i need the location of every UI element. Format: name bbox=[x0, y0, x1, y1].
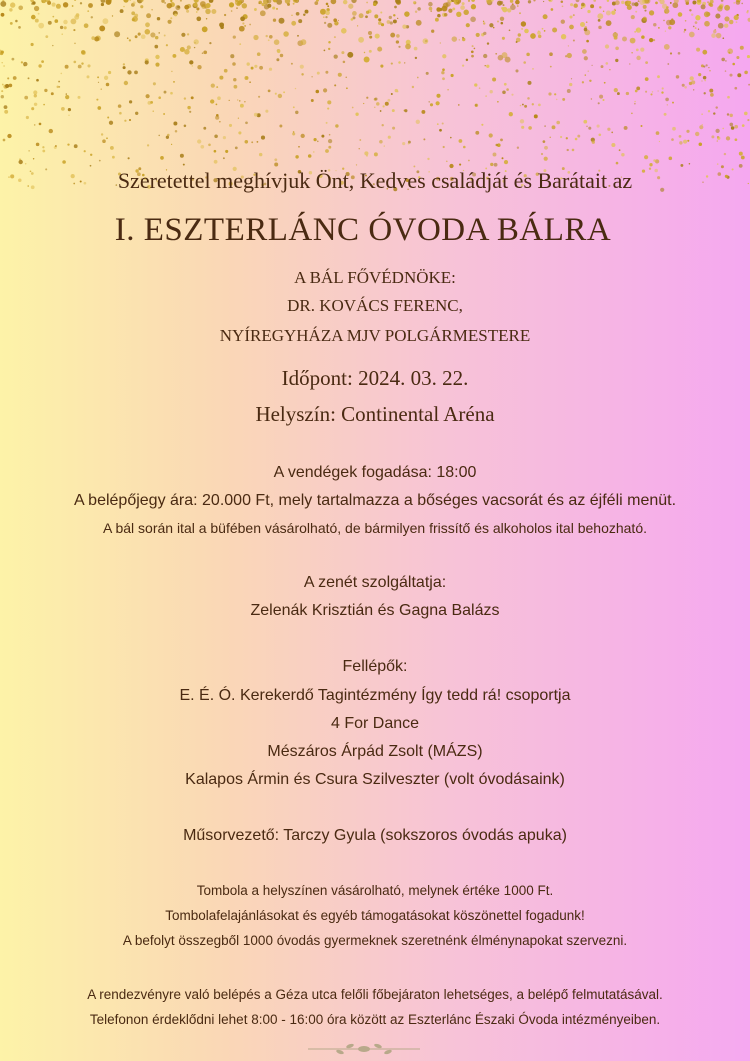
performer-item: Mészáros Árpád Zsolt (MÁZS) bbox=[267, 743, 483, 760]
event-date: Időpont: 2024. 03. 22. bbox=[281, 366, 469, 390]
event-title: I. ESZTERLÁNC ÓVODA BÁLRA bbox=[114, 212, 612, 248]
patron-role: NYÍREGYHÁZA MJV POLGÁRMESTERE bbox=[219, 326, 531, 345]
performer-item: 4 For Dance bbox=[330, 715, 420, 732]
music-label: A zenét szolgáltatja: bbox=[303, 574, 447, 591]
event-venue: Helyszín: Continental Aréna bbox=[255, 402, 495, 426]
raffle-line-1: Tombola a helyszínen vásárolható, melynek értéke 1000 Ft. bbox=[196, 883, 554, 898]
performer-item: Kalapos Ármin és Csura Szilveszter (volt óvodásaink) bbox=[185, 771, 565, 788]
host-line: Műsorvezető: Tarczy Gyula (sokszoros óvodás apuka) bbox=[183, 827, 567, 844]
invitation-line: Szeretettel meghívjuk Önt, Kedves családját és Barátait az bbox=[117, 168, 633, 193]
ticket-price: A belépőjegy ára: 20.000 Ft, mely tartalmazza a bőséges vacsorát és az éjféli menüt. bbox=[73, 492, 677, 509]
patron-label: A BÁL FŐVÉDNÖKE: bbox=[294, 268, 456, 287]
floral-divider-ornament bbox=[304, 1041, 424, 1057]
footer-phone-info: Telefonon érdeklődni lehet 8:00 - 16:00 óra között az Eszterlánc Északi Óvoda intézményeiben. bbox=[89, 1012, 661, 1027]
performer-item: E. É. Ó. Kerekerdő Tagintézmény Így tedd rá! csoportja bbox=[179, 687, 571, 704]
raffle-line-2: Tombolafelajánlásokat és egyéb támogatásokat köszönettel fogadunk! bbox=[165, 908, 585, 923]
drinks-info: A bál során ital a büfében vásárolható, de bármilyen frissítő és alkoholos ital behozható. bbox=[103, 520, 647, 536]
patron-name: DR. KOVÁCS FERENC, bbox=[287, 296, 463, 315]
music-performers: Zelenák Krisztián és Gagna Balázs bbox=[250, 602, 500, 619]
raffle-line-3: A befolyt összegből 1000 óvodás gyermeknek szeretnénk élménynapokat szervezni. bbox=[122, 933, 628, 948]
footer-entry-info: A rendezvényre való belépés a Géza utca felőli főbejáraton lehetséges, a belépő felmutatásával. bbox=[87, 987, 663, 1002]
performers-label: Fellépők: bbox=[342, 658, 408, 675]
reception-time: A vendégek fogadása: 18:00 bbox=[273, 464, 477, 481]
